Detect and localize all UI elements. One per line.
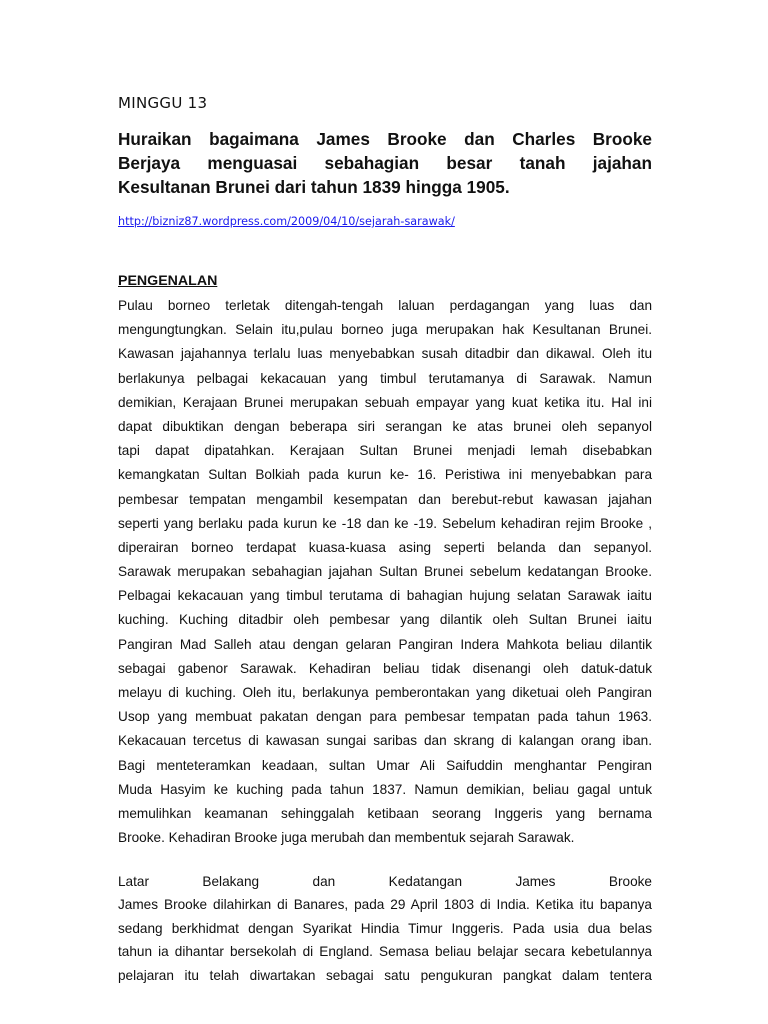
paragraph-line: pembesar tempatan mengambil kesempatan dan berebut-rebut kawasan jajahan [118, 491, 652, 507]
paragraph-line: Bagi menteteramkan keadaan, sultan Umar Ali Saifuddin menghantar Pengiran [118, 757, 652, 773]
paragraph-line: tahun ia dihantar bersekolah di England. Semasa beliau belajar secara kebetulannya [118, 944, 652, 960]
paragraph-line: Sarawak merupakan sebahagian jajahan Sultan Brunei sebelum kedatangan Brooke. [118, 564, 652, 580]
paragraph-line: sebagai gabenor Sarawak. Kehadiran beliau tidak disenangi oleh datuk-datuk [118, 660, 652, 676]
paragraph-line: Kawasan jajahannya terlalu luas menyebabkan susah ditadbir dan dikawal. Oleh itu [118, 346, 652, 362]
paragraph-line: Pelbagai kekacauan yang timbul terutama di bahagian hujung selatan Sarawak iaitu [118, 588, 652, 604]
question-line: Berjaya menguasai sebahagian besar tanah jajahan [118, 153, 652, 174]
background-paragraph [118, 870, 652, 987]
paragraph-line: kemangkatan Sultan Bolkiah pada kurun ke- 16. Peristiwa ini menyebabkan para [118, 467, 652, 483]
subsection-heading: Latar Belakang dan Kedatangan James Brooke [118, 874, 652, 889]
intro-paragraph [118, 294, 652, 850]
paragraph-line: diperairan borneo terdapat kuasa-kuasa asing seperti belanda dan sepanyol. [118, 539, 652, 555]
paragraph-line: berlakunya pelbagai kekacauan yang timbul terutamanya di Sarawak. Namun [118, 370, 652, 386]
source-link[interactable]: http://bizniz87.wordpress.com/2009/04/10/sejarah-sarawak/ [118, 215, 455, 228]
paragraph-line: Pulau borneo terletak ditengah-tengah laluan perdagangan yang luas dan [118, 298, 652, 313]
paragraph-line: demikian, Kerajaan Brunei merupakan sebuah empayar yang kuat ketika itu. Hal ini [118, 394, 652, 410]
question-line: Kesultanan Brunei dari tahun 1839 hingga 1905. [118, 177, 510, 198]
question-line: Huraikan bagaimana James Brooke dan Charles Brooke [118, 129, 652, 149]
paragraph-line: melayu di kuching. Oleh itu, berlakunya pemberontakan yang diketuai oleh Pangiran [118, 685, 652, 700]
paragraph-line: Usop yang membuat pakatan dengan para pembesar tempatan pada tahun 1963. [118, 709, 652, 725]
question-title [118, 127, 652, 200]
paragraph-line: sedang berkhidmat dengan Syarikat Hindia Timur Inggeris. Pada usia dua belas [118, 920, 652, 936]
paragraph-line: mengungtungkan. Selain itu,pulau borneo juga merupakan hak Kesultanan Brunei. [118, 322, 652, 338]
paragraph-line: memulihkan keamanan sehinggalah ketibaan seorang Inggeris yang bernama [118, 805, 652, 821]
paragraph-line: Pangiran Mad Salleh atau dengan gelaran Pangiran Indera Mahkota beliau dilantik [118, 636, 652, 652]
paragraph-line: Muda Hasyim ke kuching pada tahun 1837. Namun demikian, beliau gagal untuk [118, 781, 652, 797]
week-label: MINGGU 13 [118, 94, 208, 112]
paragraph-line: Kekacauan tercetus di kawasan sungai saribas dan skrang di kalangan orang iban. [118, 733, 652, 749]
section-heading: PENGENALAN [118, 273, 218, 289]
paragraph-line: James Brooke dilahirkan di Banares, pada 29 April 1803 di India. Ketika itu bapanya [118, 897, 652, 913]
paragraph-line: Brooke. Kehadiran Brooke juga merubah dan membentuk sejarah Sarawak. [118, 830, 575, 846]
paragraph-line: tapi dapat dipatahkan. Kerajaan Sultan Brunei menjadi lemah disebabkan [118, 443, 652, 459]
paragraph-line: dapat dibuktikan dengan beberapa siri serangan ke atas brunei oleh sepanyol [118, 418, 652, 434]
paragraph-line: kuching. Kuching ditadbir oleh pembesar yang dilantik oleh Sultan Brunei iaitu [118, 612, 652, 628]
paragraph-line: pelajaran itu telah diwartakan sebagai satu pengukuran pangkat dalam tentera [118, 967, 652, 983]
paragraph-line: seperti yang berlaku pada kurun ke -18 dan ke -19. Sebelum kehadiran rejim Brooke , [118, 515, 652, 531]
